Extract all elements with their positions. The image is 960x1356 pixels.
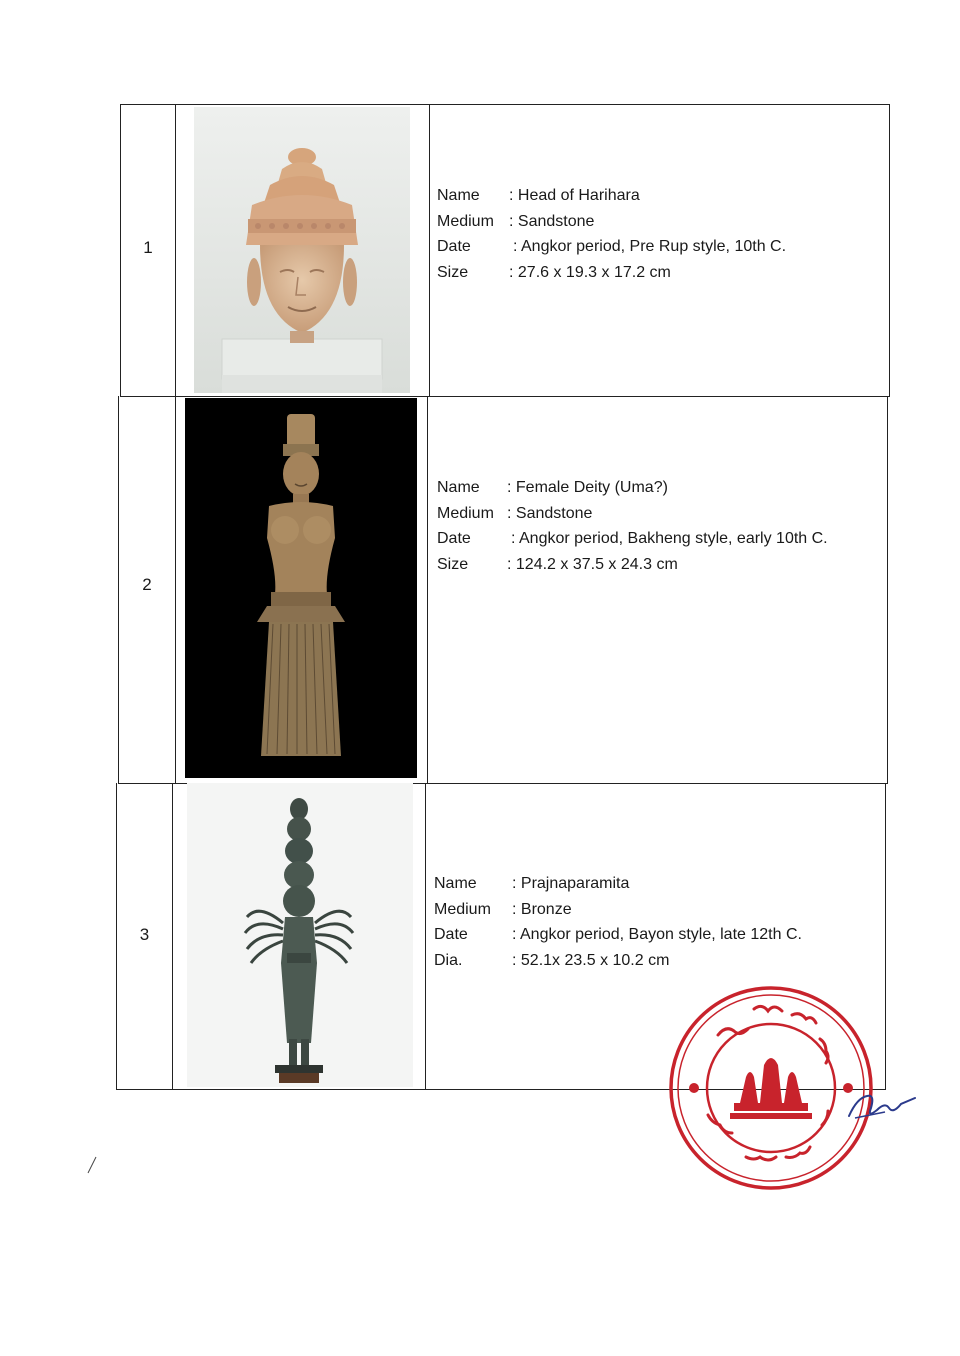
field-label: Date bbox=[437, 530, 471, 547]
field-date bbox=[434, 922, 802, 948]
field-value: : 124.2 x 37.5 x 24.3 cm bbox=[507, 555, 678, 573]
field-label: Name bbox=[437, 187, 480, 204]
field-value: : Angkor period, Pre Rup style, 10th C. bbox=[513, 238, 787, 255]
field-name bbox=[434, 871, 802, 897]
field-label: Size bbox=[437, 263, 469, 281]
field-label: Medium bbox=[434, 900, 491, 918]
field-value: : Angkor period, Bakheng style, early 10th C. bbox=[511, 530, 828, 547]
field-label: Date bbox=[434, 926, 468, 943]
table-row bbox=[118, 396, 888, 784]
field-label: Medium bbox=[437, 212, 494, 230]
field-label: Medium bbox=[437, 504, 494, 522]
field-dia bbox=[434, 948, 802, 974]
field-label: Size bbox=[437, 555, 469, 573]
prajnaparamita-photo bbox=[187, 783, 413, 1087]
row-number: 3 bbox=[139, 925, 150, 944]
field-value: : 27.6 x 19.3 x 17.2 cm bbox=[509, 263, 671, 281]
row-number-cell bbox=[117, 783, 173, 1089]
artwork-details bbox=[437, 183, 786, 285]
info-cell bbox=[428, 396, 887, 783]
female-deity-photo bbox=[185, 398, 417, 778]
field-label: Name bbox=[437, 479, 480, 496]
field-label: Name bbox=[434, 875, 477, 892]
field-value: : Sandstone bbox=[509, 212, 595, 230]
field-name bbox=[437, 475, 828, 501]
harihara-head-photo bbox=[194, 107, 410, 393]
row-number-cell bbox=[119, 396, 176, 783]
signature-mark bbox=[845, 1088, 917, 1124]
row-number: 2 bbox=[142, 575, 152, 594]
info-cell bbox=[430, 105, 889, 396]
image-cell bbox=[173, 783, 426, 1089]
field-value: : Sandstone bbox=[507, 504, 593, 522]
field-value: : Prajnaparamita bbox=[512, 875, 630, 892]
field-value: : Angkor period, Bayon style, late 12th C. bbox=[512, 926, 802, 943]
artwork-details bbox=[434, 871, 802, 973]
field-label: Dia. bbox=[434, 951, 463, 969]
row-number-cell bbox=[121, 105, 176, 396]
field-size bbox=[437, 552, 828, 578]
field-value: : Head of Harihara bbox=[509, 187, 640, 204]
table-row bbox=[120, 104, 890, 397]
official-seal-stamp bbox=[668, 985, 874, 1191]
field-medium bbox=[437, 501, 828, 527]
row-number: 1 bbox=[143, 238, 153, 257]
field-value: : Bronze bbox=[512, 900, 572, 918]
artwork-details bbox=[437, 475, 828, 577]
field-medium bbox=[437, 209, 786, 235]
field-size bbox=[437, 260, 786, 286]
field-value: : 52.1x 23.5 x 10.2 cm bbox=[512, 951, 670, 969]
stray-pen-mark bbox=[86, 1156, 98, 1174]
field-medium bbox=[434, 897, 802, 923]
field-label: Date bbox=[437, 238, 471, 255]
field-date bbox=[437, 234, 786, 260]
field-name bbox=[437, 183, 786, 209]
image-cell bbox=[176, 396, 428, 783]
image-cell bbox=[176, 105, 430, 396]
field-date bbox=[437, 526, 828, 552]
field-value: : Female Deity (Uma?) bbox=[507, 479, 668, 496]
